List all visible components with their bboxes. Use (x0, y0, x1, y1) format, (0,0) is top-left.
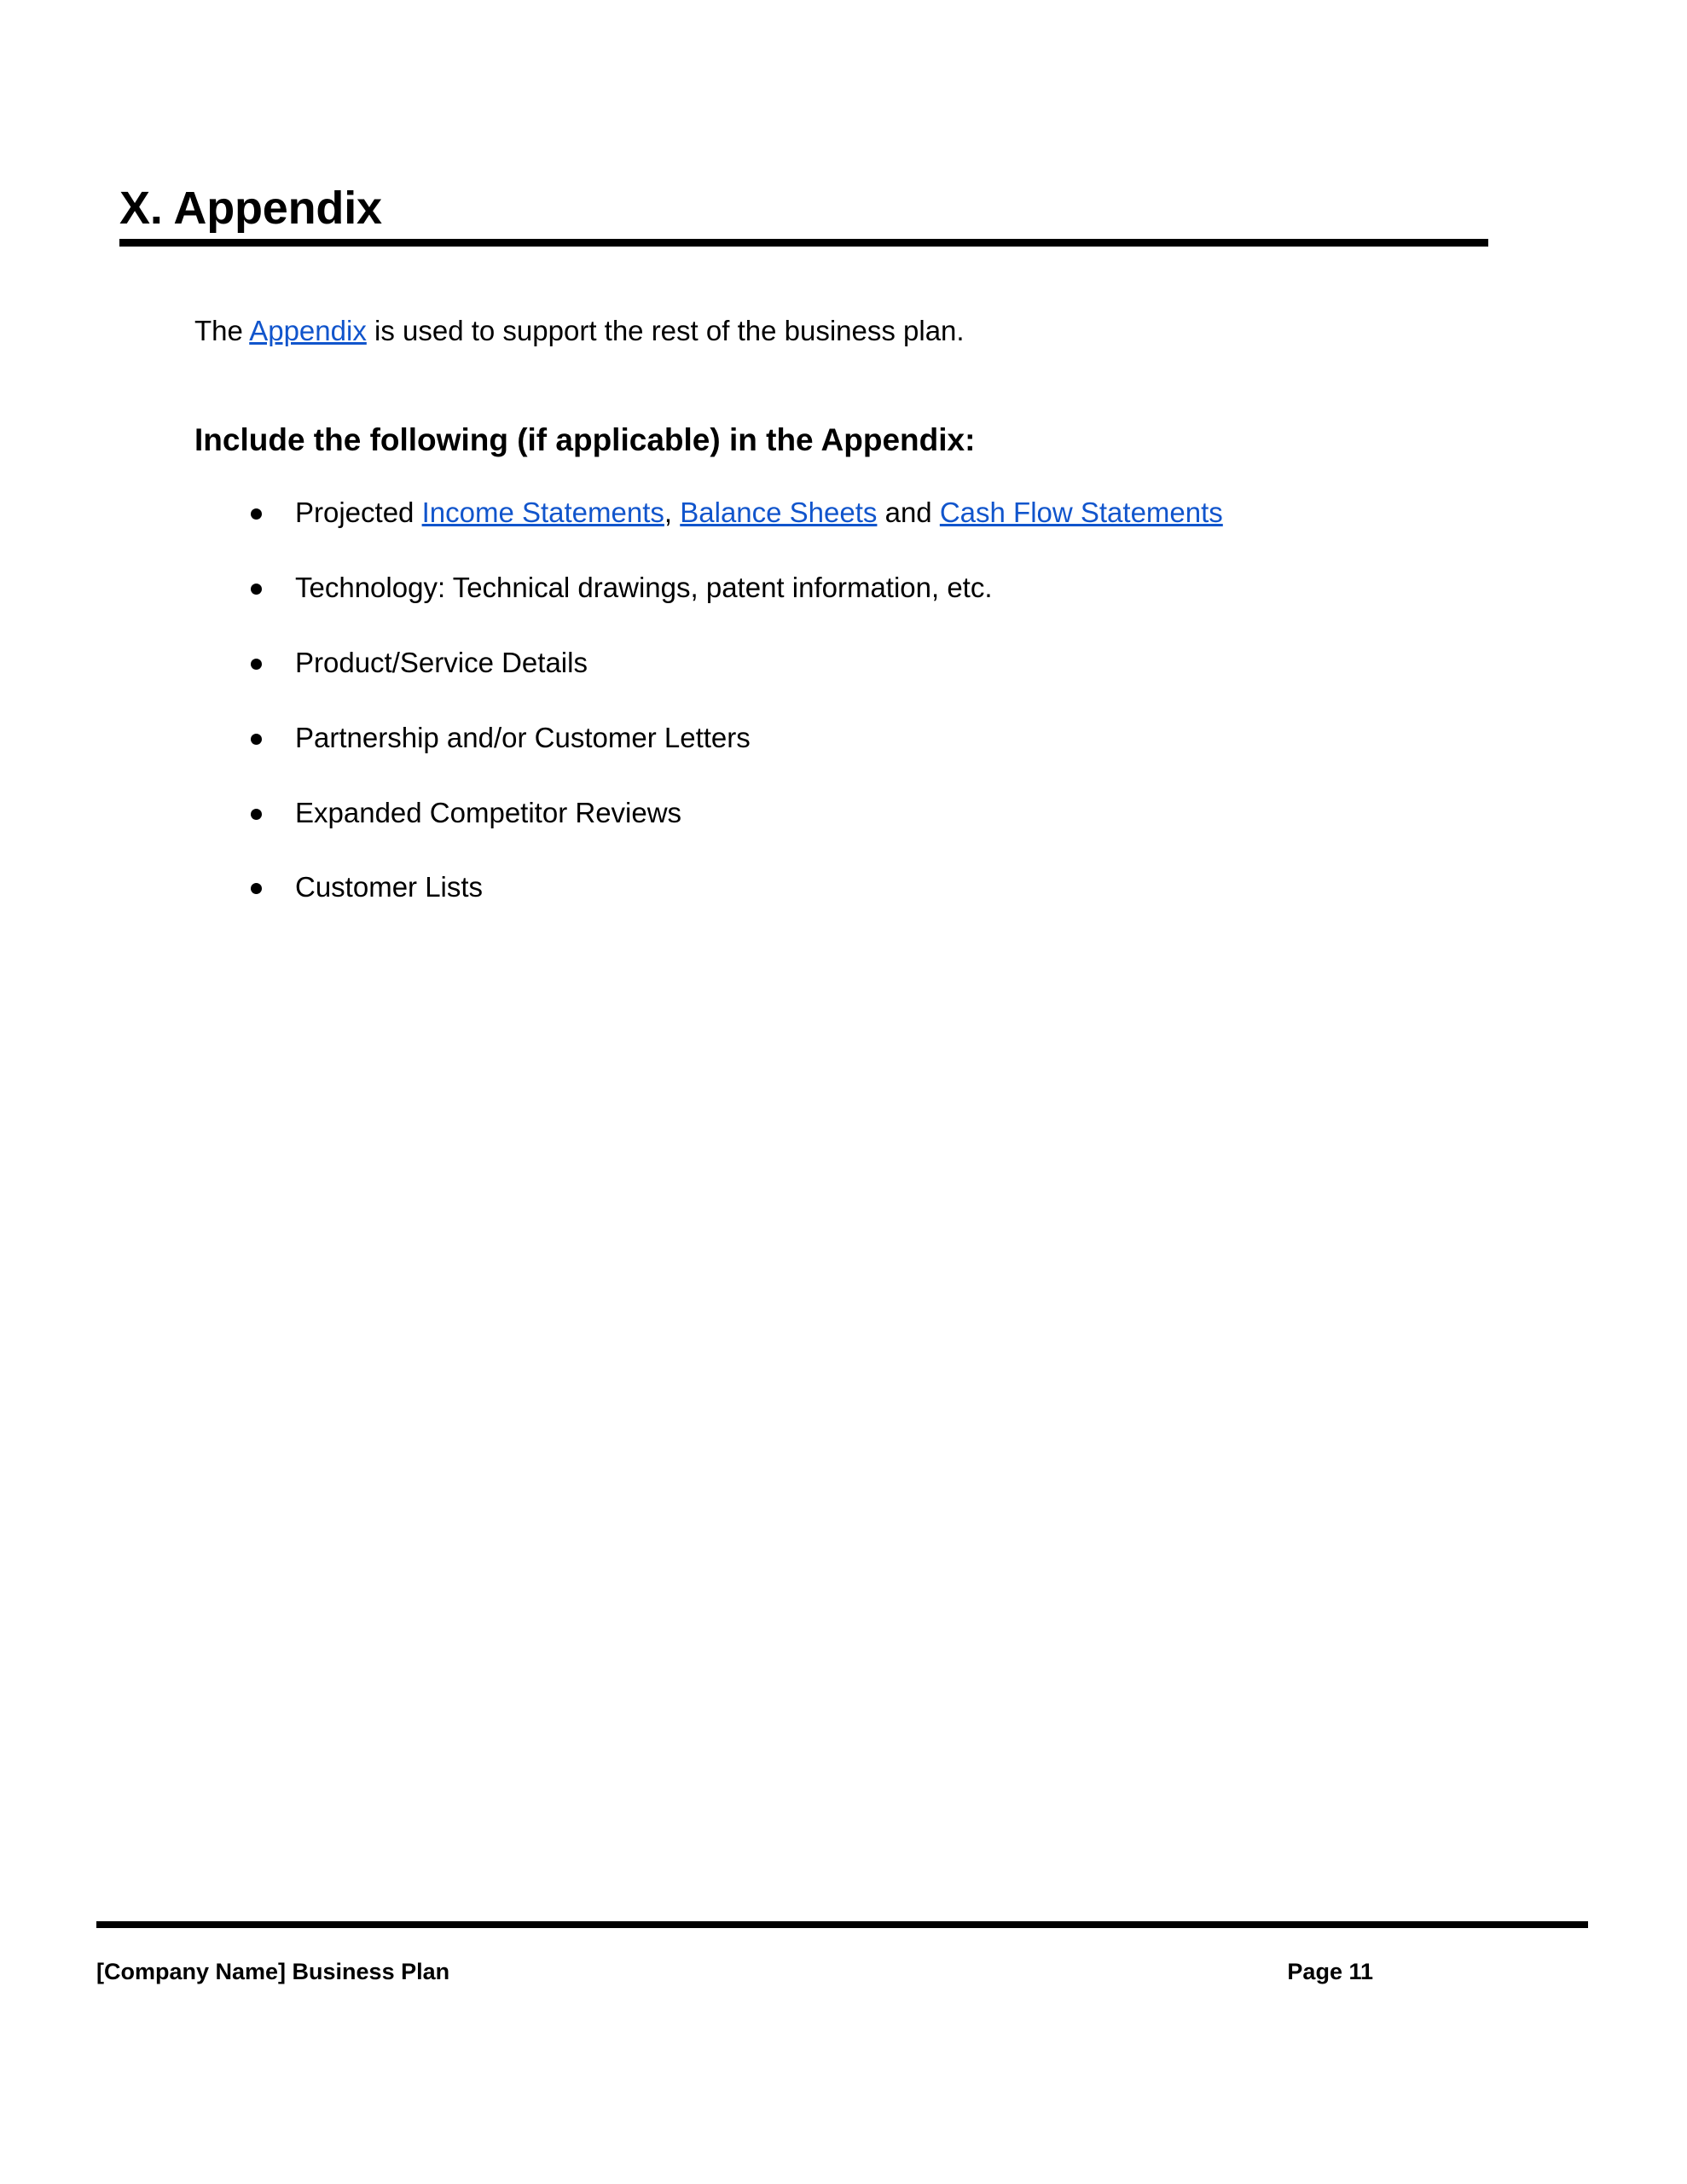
inline-document-link[interactable]: Income Statements (421, 497, 664, 528)
list-item-text: Product/Service Details (295, 646, 588, 678)
list-item (246, 869, 1525, 906)
list-item (246, 570, 1525, 607)
intro-paragraph (194, 311, 1525, 351)
footer-company-label: [Company Name] Business Plan (96, 1959, 450, 1984)
list-item (246, 495, 1525, 531)
footer-divider-rule (96, 1921, 1588, 1928)
bullet-point-icon (251, 809, 262, 820)
intro-text-before: The (194, 315, 250, 346)
list-item-text: and (877, 497, 940, 528)
list-item (246, 645, 1525, 682)
list-item-text: Projected (295, 497, 422, 528)
list-item (246, 720, 1525, 757)
list-item-text: Expanded Competitor Reviews (295, 796, 682, 828)
include-subheading: Include the following (if applicable) in the Appendix: (194, 422, 976, 457)
bullet-point-icon (251, 508, 262, 520)
appendix-link[interactable]: Appendix (249, 315, 367, 346)
heading-underline-rule (119, 239, 1488, 247)
page-footer (96, 1959, 1373, 1985)
bullet-point-icon (251, 584, 262, 595)
appendix-heading-block (119, 184, 1488, 247)
appendix-items-list (246, 495, 1525, 944)
list-item-text: Technology: Technical drawings, patent information, etc. (295, 571, 993, 603)
inline-document-link[interactable]: Cash Flow Statements (939, 497, 1223, 528)
list-item (246, 795, 1525, 832)
footer-page-number: Page 11 (1287, 1959, 1373, 1984)
bullet-point-icon (251, 659, 262, 670)
bullet-point-icon (251, 883, 262, 894)
inline-document-link[interactable]: Balance Sheets (680, 497, 878, 528)
list-item-text: Partnership and/or Customer Letters (295, 721, 751, 753)
list-item-text: , (664, 497, 681, 528)
bullet-point-icon (251, 734, 262, 745)
page-title: X. Appendix (119, 183, 382, 234)
intro-text-after: is used to support the rest of the business plan. (366, 315, 965, 346)
list-item-text: Customer Lists (295, 871, 484, 903)
